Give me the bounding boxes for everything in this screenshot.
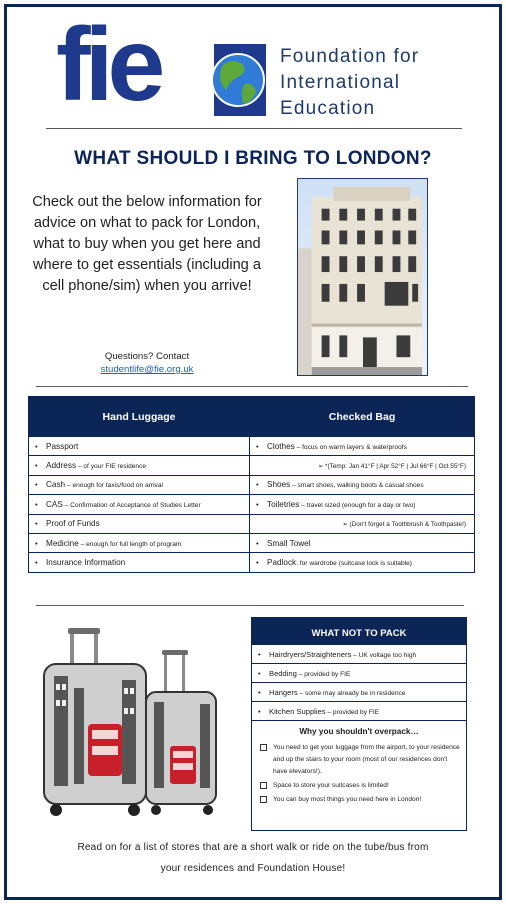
contact-email-link[interactable]: studentlife@fie.org.uk	[100, 364, 194, 375]
footer-line-1: Read on for a list of stores that are a short walk or ride on the tube/bus from	[77, 842, 429, 853]
checkbox-icon	[260, 782, 267, 789]
why-not-overpack-title: Why you shouldn't overpack…	[299, 727, 419, 736]
why-item: Space to store your suitcases is limited!	[258, 780, 460, 792]
checked-bag-subnote: ➢ *(Temp: Jan 41°F | Apr 52°F | Jul 66°F | Oct 55°F)	[250, 456, 475, 475]
not-to-pack-item: • Hairdryers/Straighteners – UK voltage too high	[252, 644, 466, 663]
table-row	[29, 533, 475, 552]
checked-bag-item: • Small Towel	[250, 533, 475, 552]
why-item: You need to get your luggage from the airport, to your residence and up the stairs to your room (most of our residences don't have elevators!).	[258, 742, 460, 778]
divider-top	[46, 128, 462, 129]
table-row	[29, 514, 475, 533]
residence-building-photo	[297, 178, 428, 376]
suitcases-image	[36, 628, 226, 824]
table-row	[29, 475, 475, 494]
hand-luggage-item: • Address – of your FIE residence	[29, 456, 250, 475]
fie-logo	[56, 14, 266, 124]
hand-luggage-item: • Cash – enough for taxis/food on arrival	[29, 475, 250, 494]
org-name	[280, 44, 419, 122]
hand-luggage-item: • CAS – Confirmation of Acceptance of Studies Letter	[29, 495, 250, 514]
checked-bag-item: • Toiletries – travel sized (enough for a day or two)	[250, 495, 475, 514]
table-row	[29, 495, 475, 514]
logo-wordmark: fie	[56, 14, 160, 123]
table-row	[29, 553, 475, 572]
checkbox-icon	[260, 796, 267, 803]
table-row	[29, 456, 475, 475]
checked-bag-header: Checked Bag	[250, 397, 475, 437]
hand-luggage-header: Hand Luggage	[29, 397, 250, 437]
intro-text: Check out the below information for advice on what to pack for London, what to buy when you get here and where to get essentials (including a cell phone/sim) when you arrive!	[32, 194, 262, 294]
checkbox-icon	[260, 744, 267, 751]
checked-bag-item: • Shoes – smart shoes, walking boots & casual shoes	[250, 475, 475, 494]
divider-middle	[36, 386, 468, 387]
checked-bag-item: • Clothes – focus on warm layers & waterproofs	[250, 437, 475, 456]
what-not-to-pack-box	[251, 617, 467, 831]
why-item: You can buy most things you need here in London!	[258, 794, 460, 806]
hand-luggage-item: • Insurance Information	[29, 553, 250, 572]
table-row	[29, 437, 475, 456]
questions-label: Questions? Contact	[104, 351, 190, 362]
footer-text	[0, 837, 506, 879]
why-not-overpack-section	[252, 720, 466, 830]
not-to-pack-item: • Bedding – provided by FIE	[252, 663, 466, 682]
org-line-3: Education	[280, 98, 376, 119]
hand-luggage-item: • Passport	[29, 437, 250, 456]
hand-luggage-item: • Medicine – enough for full length of program	[29, 533, 250, 552]
luggage-table	[28, 396, 475, 573]
not-to-pack-item: • Hangers – some may already be in residence	[252, 682, 466, 701]
org-line-1: Foundation for	[280, 46, 420, 67]
org-line-2: International	[280, 72, 401, 93]
hand-luggage-item: • Proof of Funds	[29, 514, 250, 533]
not-to-pack-item: • Kitchen Supplies – provided by FIE	[252, 701, 466, 720]
divider-lower	[36, 605, 464, 606]
what-not-to-pack-title: WHAT NOT TO PACK	[252, 618, 466, 644]
footer-line-2: your residences and Foundation House!	[160, 863, 346, 874]
page-title: WHAT SHOULD I BRING TO LONDON?	[74, 148, 432, 169]
checked-bag-subnote: ➢ (Don't forget a Toothbrush & Toothpaste!)	[250, 514, 475, 533]
checked-bag-item: • Padlock: for wardrobe (suitcase lock is suitable)	[250, 553, 475, 572]
